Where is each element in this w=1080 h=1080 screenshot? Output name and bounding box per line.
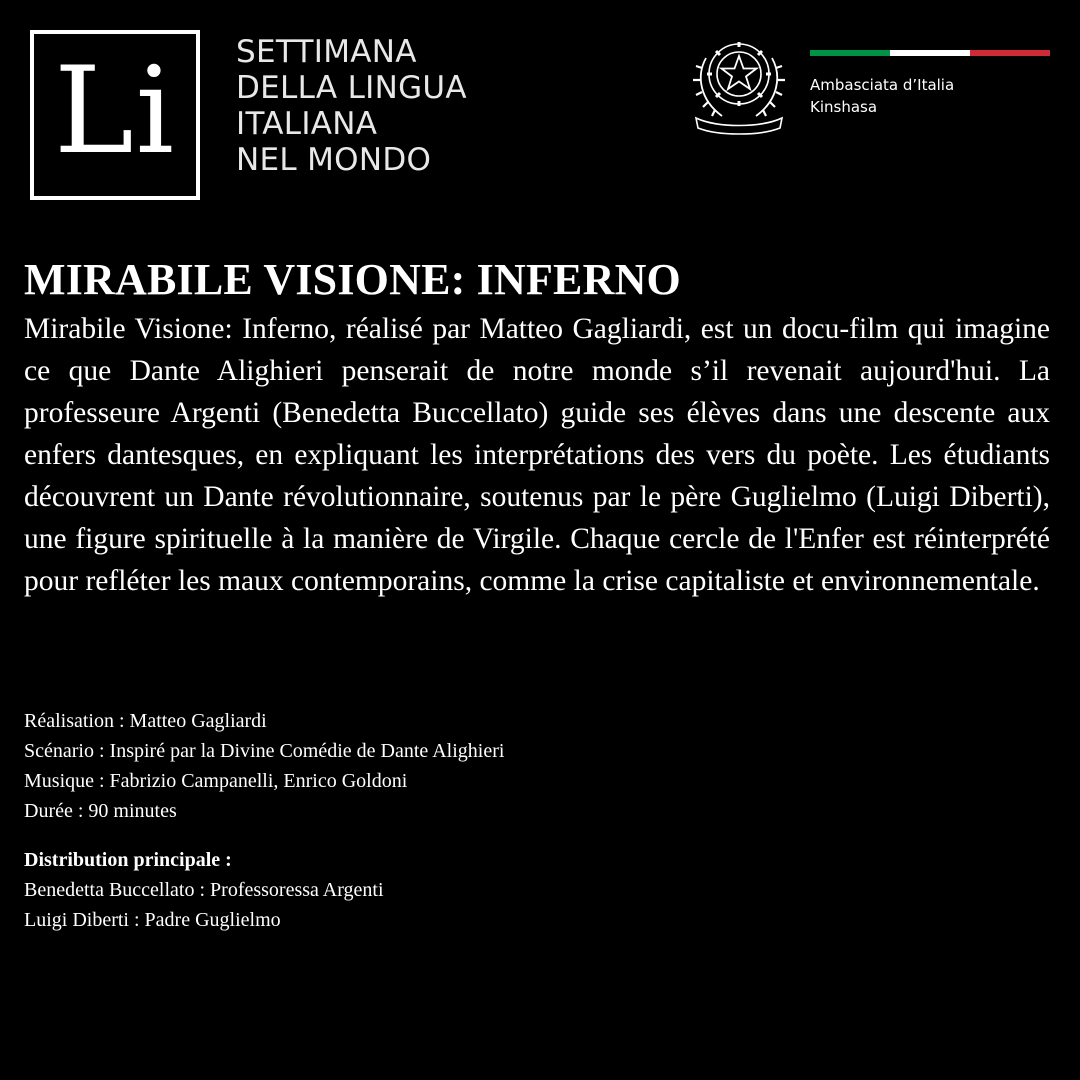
embassy-name-line: Ambasciata d’Italia: [810, 76, 955, 94]
flag-white-segment: [890, 50, 970, 56]
cast-member: Benedetta Buccellato : Professoressa Argenti: [24, 879, 384, 901]
event-title-line: ITALIANA: [236, 106, 378, 142]
embassy-city-line: Kinshasa: [810, 98, 878, 116]
event-title-line: NEL MONDO: [236, 142, 432, 178]
credit-line: Scénario : Inspiré par la Divine Comédie de Dante Alighieri: [24, 740, 505, 762]
credit-line: Musique : Fabrizio Campanelli, Enrico Goldoni: [24, 770, 408, 792]
event-title-line: DELLA LINGUA: [236, 70, 467, 106]
cast-member: Luigi Diberti : Padre Guglielmo: [24, 909, 281, 931]
flag-green-segment: [810, 50, 890, 56]
li-logo: [30, 30, 200, 200]
film-credits: [24, 706, 504, 826]
film-section: [24, 252, 1050, 602]
cast-section: [24, 845, 384, 935]
credit-line: Durée : 90 minutes: [24, 800, 177, 822]
film-title: MIRABILE VISIONE: INFERNO: [24, 255, 681, 304]
italian-republic-emblem-icon: [692, 28, 786, 136]
film-description: Mirabile Visione: Inferno, réalisé par Matteo Gagliardi, est un docu-film qui imagine ce que Dante Alighieri penserait de notre monde s’il revenait aujourd'hui. La professeure Argenti (Benedetta Buccellato) guide ses élèves dans une descente aux enfers dantesques, en expliquant les interprétations des vers du poète. Les étudiants découvrent un Dante révolutionnaire, soutenus par le père Guglielmo (Luigi Diberti), une figure spirituelle à la manière de Virgile. Chaque cercle de l'Enfer est réinterprété pour refléter les maux contemporains, comme la crise capitaliste et environnementale.: [24, 313, 1050, 597]
event-title: [236, 34, 467, 178]
flag-red-segment: [970, 50, 1050, 56]
header: [0, 0, 1080, 230]
logo-letters: Li: [53, 42, 177, 181]
event-title-line: SETTIMANA: [236, 34, 417, 70]
credit-line: Réalisation : Matteo Gagliardi: [24, 710, 267, 732]
italian-flag-stripe: [810, 50, 1050, 56]
embassy-name: [810, 74, 954, 118]
cast-heading: Distribution principale :: [24, 849, 232, 871]
